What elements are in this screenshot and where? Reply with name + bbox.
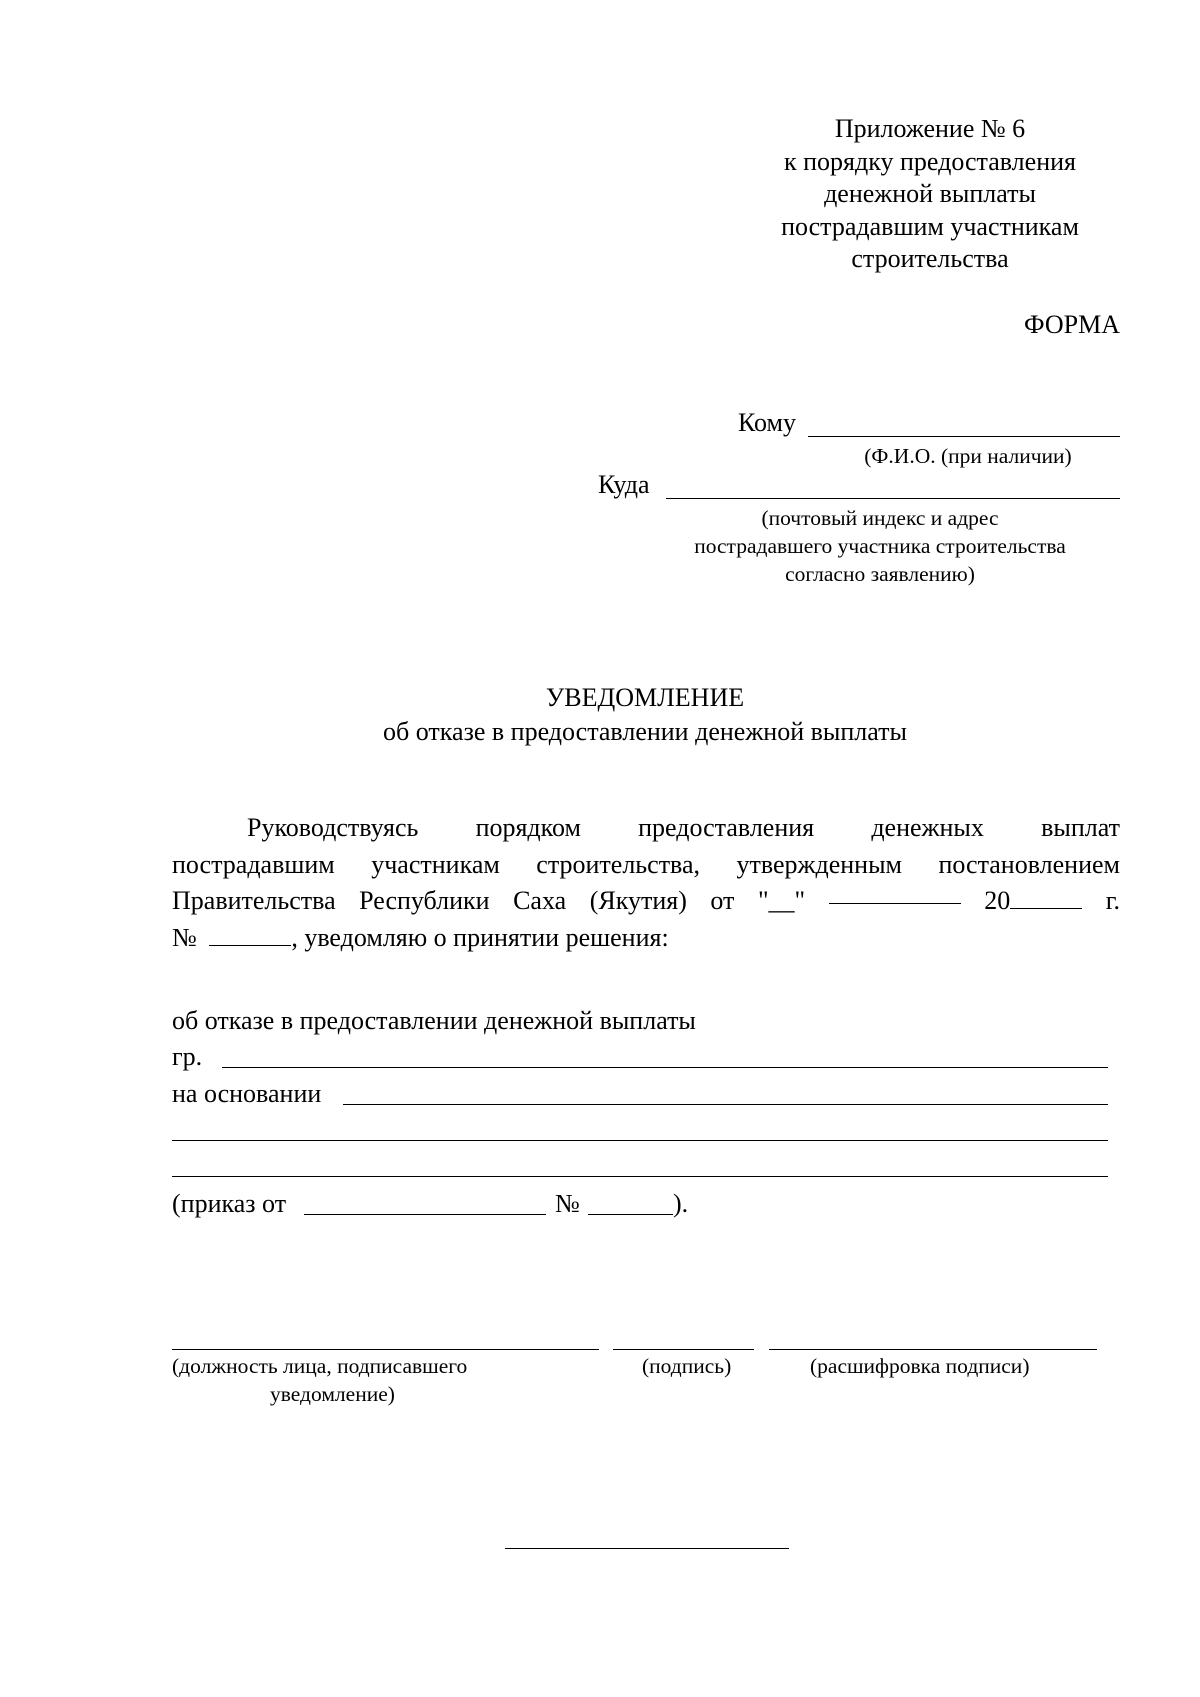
appendix-header	[740, 113, 1120, 276]
body-word: участникам	[371, 849, 500, 879]
where-caption-line-1: (почтовый индекс и адрес	[761, 506, 999, 530]
body-word: (Якутия)	[589, 886, 687, 915]
to-caption: (Ф.И.О. (при наличии)	[864, 444, 1072, 468]
basis-field-line[interactable]	[343, 1104, 1108, 1105]
order-close: ).	[673, 1189, 689, 1218]
body-row-1	[172, 810, 1120, 847]
appendix-line-2: к порядку предоставления	[784, 146, 1076, 176]
position-caption-1: (должность лица, подписавшего	[172, 1354, 468, 1378]
citizen-field-line[interactable]	[222, 1067, 1108, 1068]
order-open-label: (приказ от	[172, 1189, 287, 1218]
signature-decoding-line[interactable]	[769, 1349, 1097, 1350]
where-field-line[interactable]	[666, 498, 1120, 499]
decoding-caption: (расшифровка подписи)	[810, 1354, 1030, 1378]
form-label: ФОРМА	[1024, 310, 1120, 339]
where-label: Куда	[598, 470, 650, 499]
order-number-sign: №	[555, 1189, 580, 1218]
decision-line-1: об отказе в предоставлении денежной выплаты	[172, 1006, 696, 1035]
body-paragraph	[172, 810, 1120, 956]
body-word: утвержденным	[736, 849, 903, 879]
where-caption	[640, 504, 1120, 588]
resolution-number-line[interactable]	[209, 925, 291, 946]
body-word: Республики	[359, 886, 490, 915]
body-word: строительства,	[536, 849, 701, 879]
to-label: Кому	[738, 408, 797, 437]
year-prefix: 20	[984, 886, 1011, 915]
body-word: предоставления	[638, 813, 815, 842]
to-field-line[interactable]	[808, 436, 1120, 437]
body-row-3	[172, 883, 1120, 920]
body-word: постановлением	[938, 849, 1120, 879]
body-word: порядком	[475, 813, 581, 842]
body-row-4-text: , уведомляю о принятии решения:	[291, 922, 669, 952]
day-field[interactable]: "__"	[757, 886, 806, 915]
body-word: Правительства	[172, 886, 336, 915]
body-word: пострадавшим	[172, 849, 335, 879]
number-sign: №	[172, 922, 197, 952]
body-word: от	[710, 886, 735, 915]
signature-line[interactable]	[613, 1349, 754, 1350]
where-caption-line-3: согласно заявлению)	[785, 562, 975, 586]
basis-extra-line-2[interactable]	[172, 1176, 1108, 1177]
body-word: г.	[1105, 886, 1120, 915]
appendix-line-4: пострадавшим участникам	[781, 211, 1079, 241]
position-caption-2: уведомление)	[270, 1382, 395, 1406]
body-row-4	[172, 920, 1120, 957]
position-signature-line[interactable]	[172, 1349, 599, 1350]
month-field-line[interactable]	[829, 883, 961, 904]
signature-caption: (подпись)	[642, 1354, 732, 1378]
body-word: выплат	[1041, 813, 1120, 842]
body-word: Саха	[513, 886, 567, 915]
document-title: УВЕДОМЛЕНИЕ	[545, 683, 745, 712]
basis-extra-line-1[interactable]	[172, 1140, 1108, 1141]
order-number-line[interactable]	[588, 1214, 673, 1215]
body-word: Руководствуясь	[247, 813, 419, 842]
order-date-line[interactable]	[304, 1214, 546, 1215]
where-caption-line-2: пострадавшего участника строительства	[694, 534, 1066, 558]
document-subtitle: об отказе в предоставлении денежной выплаты	[383, 717, 907, 746]
bottom-separator-line	[505, 1548, 789, 1549]
basis-label: на основании	[172, 1079, 322, 1108]
body-row-2	[172, 847, 1120, 884]
year-field-line[interactable]	[1010, 888, 1082, 909]
appendix-line-5: строительства	[851, 244, 1009, 273]
body-word: денежных	[871, 813, 984, 842]
year-field[interactable]	[984, 883, 1082, 920]
citizen-label: гр.	[172, 1042, 203, 1071]
appendix-line-3: денежной выплаты	[824, 179, 1036, 208]
appendix-line-1: Приложение № 6	[834, 114, 1026, 143]
